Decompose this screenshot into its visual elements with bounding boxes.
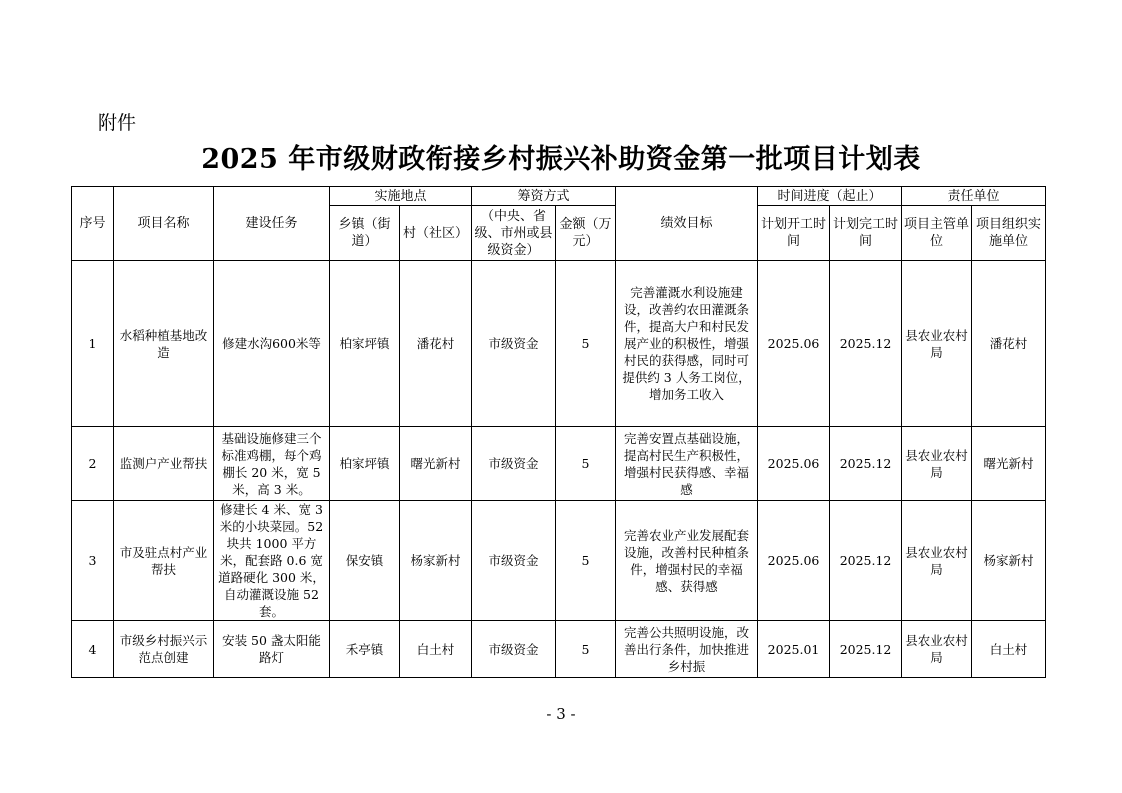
cell-start: 2025.06	[758, 427, 830, 501]
header-end: 计划完工时间	[830, 206, 902, 261]
header-task: 建设任务	[214, 187, 330, 261]
cell-town: 禾亭镇	[330, 621, 400, 678]
cell-seq: 1	[72, 261, 114, 427]
cell-town: 保安镇	[330, 501, 400, 621]
cell-task: 基础设施修建三个标准鸡棚，每个鸡棚长 20 米，宽 5 米，高 3 米。	[214, 427, 330, 501]
cell-name: 水稻种植基地改造	[114, 261, 214, 427]
cell-source: 市级资金	[472, 501, 556, 621]
cell-dept: 县农业农村局	[902, 261, 972, 427]
header-responsible: 责任单位	[902, 187, 1046, 206]
table-row	[72, 501, 1046, 621]
table-row	[72, 621, 1046, 678]
cell-task: 修建水沟600米等	[214, 261, 330, 427]
cell-org: 曙光新村	[972, 427, 1046, 501]
page-title: 2025 年市级财政衔接乡村振兴补助资金第一批项目计划表	[201, 144, 921, 175]
cell-goal: 完善安置点基础设施，提高村民生产积极性，增强村民获得感、幸福感	[616, 427, 758, 501]
cell-start: 2025.06	[758, 261, 830, 427]
header-village: 村（社区）	[400, 206, 472, 261]
table-row	[72, 427, 1046, 501]
cell-goal: 完善农业产业发展配套设施，改善村民种植条件，增强村民的幸福感、获得感	[616, 501, 758, 621]
cell-source: 市级资金	[472, 427, 556, 501]
header-start: 计划开工时间	[758, 206, 830, 261]
table-row	[72, 261, 1046, 427]
cell-dept: 县农业农村局	[902, 501, 972, 621]
cell-village: 杨家新村	[400, 501, 472, 621]
header-funding: 筹资方式	[472, 187, 616, 206]
cell-org: 白土村	[972, 621, 1046, 678]
cell-task: 修建长 4 米、宽 3 米的小块菜园。52 块共 1000 平方米，配套路 0.6 宽道路硬化 300 米，自动灌溉设施 52 套。	[214, 501, 330, 621]
cell-dept: 县农业农村局	[902, 621, 972, 678]
cell-start: 2025.06	[758, 501, 830, 621]
cell-end: 2025.12	[830, 621, 902, 678]
cell-amount: 5	[556, 501, 616, 621]
header-town: 乡镇（街道）	[330, 206, 400, 261]
cell-seq: 3	[72, 501, 114, 621]
cell-seq: 4	[72, 621, 114, 678]
page-number: - 3 -	[546, 705, 576, 723]
header-dept: 项目主管单位	[902, 206, 972, 261]
cell-amount: 5	[556, 427, 616, 501]
cell-seq: 2	[72, 427, 114, 501]
cell-town: 柏家坪镇	[330, 261, 400, 427]
cell-town: 柏家坪镇	[330, 427, 400, 501]
cell-name: 监测户产业帮扶	[114, 427, 214, 501]
cell-end: 2025.12	[830, 261, 902, 427]
cell-end: 2025.12	[830, 501, 902, 621]
cell-source: 市级资金	[472, 261, 556, 427]
cell-village: 曙光新村	[400, 427, 472, 501]
header-name: 项目名称	[114, 187, 214, 261]
header-location: 实施地点	[330, 187, 472, 206]
header-seq: 序号	[72, 187, 114, 261]
header-schedule: 时间进度（起止）	[758, 187, 902, 206]
header-source: （中央、省级、市州或县级资金）	[472, 206, 556, 261]
cell-org: 杨家新村	[972, 501, 1046, 621]
project-plan-table	[71, 186, 1046, 678]
header-goal: 绩效目标	[616, 187, 758, 261]
attachment-label: 附件	[98, 112, 137, 134]
cell-task: 安装 50 盏太阳能路灯	[214, 621, 330, 678]
cell-amount: 5	[556, 261, 616, 427]
cell-start: 2025.01	[758, 621, 830, 678]
cell-name: 市级乡村振兴示范点创建	[114, 621, 214, 678]
cell-org: 潘花村	[972, 261, 1046, 427]
header-org: 项目组织实施单位	[972, 206, 1046, 261]
cell-name: 市及驻点村产业帮扶	[114, 501, 214, 621]
cell-dept: 县农业农村局	[902, 427, 972, 501]
cell-village: 白土村	[400, 621, 472, 678]
cell-end: 2025.12	[830, 427, 902, 501]
header-amount: 金额（万元）	[556, 206, 616, 261]
cell-goal: 完善公共照明设施，改善出行条件，加快推进乡村振	[616, 621, 758, 678]
cell-amount: 5	[556, 621, 616, 678]
cell-source: 市级资金	[472, 621, 556, 678]
cell-village: 潘花村	[400, 261, 472, 427]
cell-goal: 完善灌溉水利设施建设，改善约农田灌溉条件，提高大户和村民发展产业的积极性，增强村民的获得感，同时可提供约 3 人务工岗位，增加务工收入	[616, 261, 758, 427]
